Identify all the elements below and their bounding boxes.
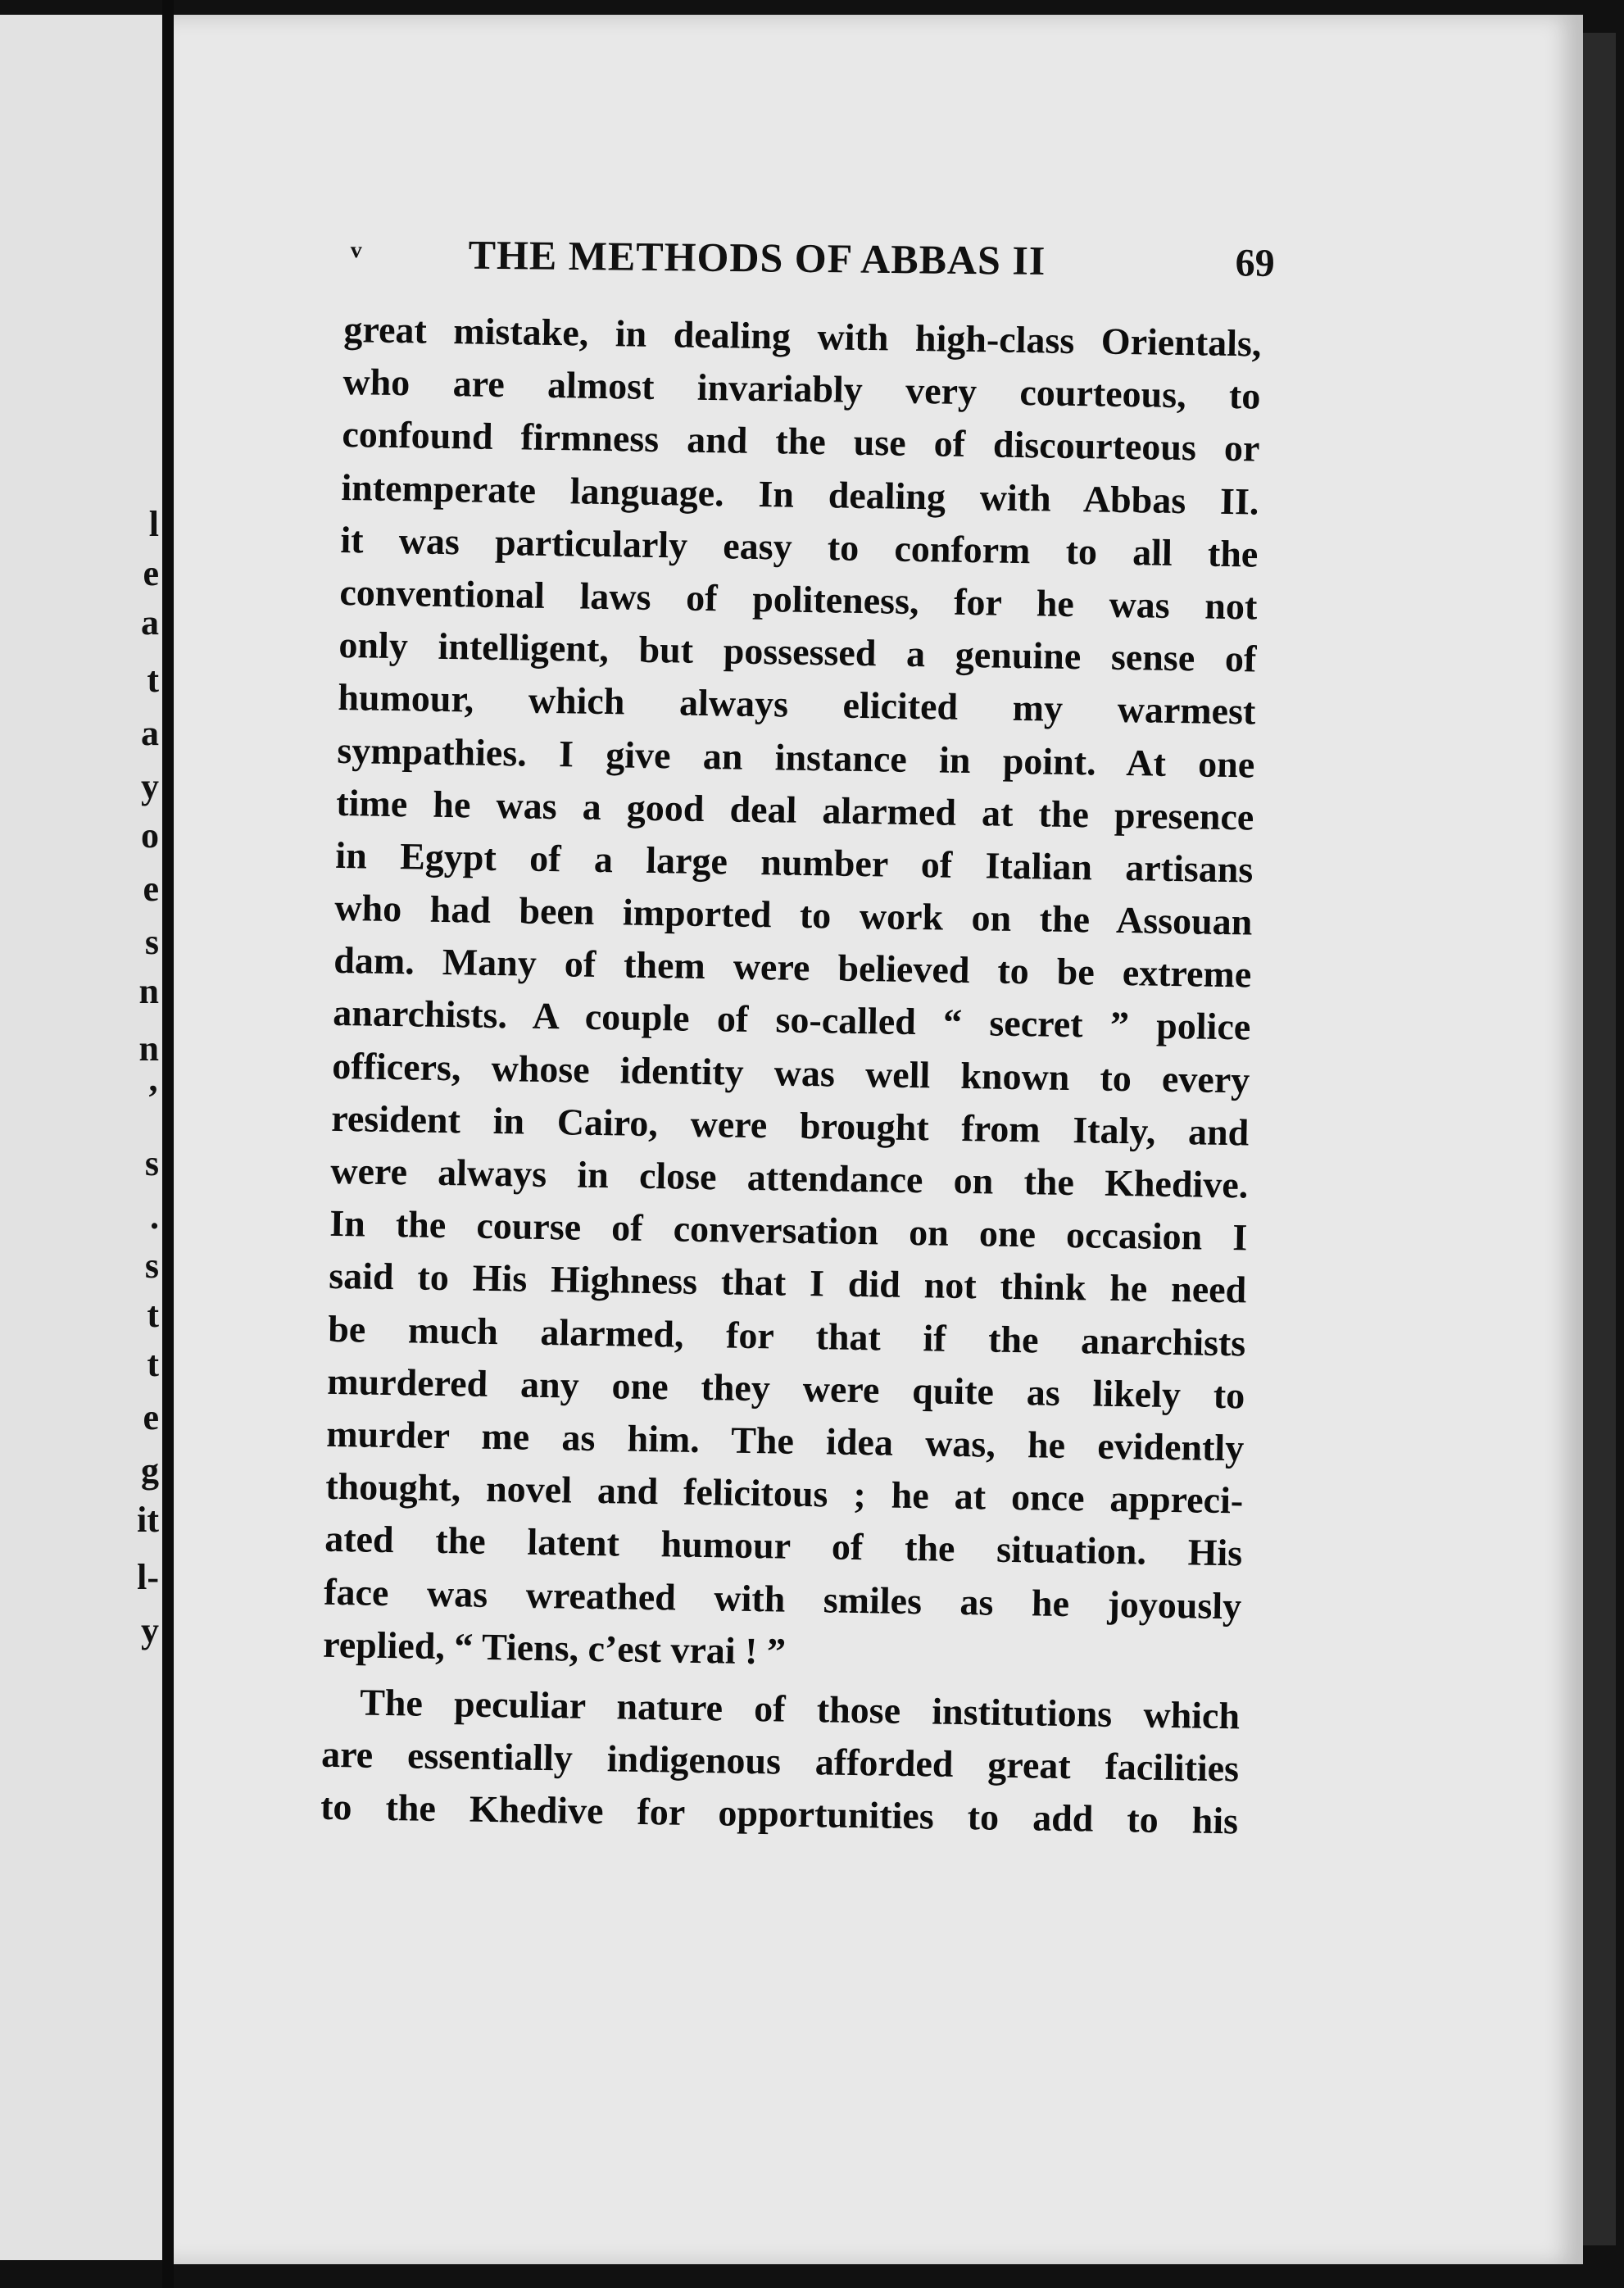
- text-line: anarchists. A couple of so-called “ secret ” police: [332, 992, 1251, 1048]
- previous-page-line-end: t: [147, 1344, 159, 1384]
- text-line: conventional laws of politeness, for he was not: [339, 570, 1258, 628]
- text-line: sympathies. I give an instance in point. At one: [337, 729, 1255, 786]
- paragraph: [323, 303, 1278, 1686]
- previous-page-line-end: n: [138, 1028, 159, 1069]
- text-line: murdered any one they were quite as likely to: [326, 1360, 1245, 1417]
- text-line: face was wreathed with smiles as he joyously: [323, 1570, 1242, 1627]
- text-line: ated the latent humour of the situation. His: [324, 1518, 1243, 1574]
- text-line: officers, whose identity was well known to every: [331, 1044, 1250, 1101]
- previous-page-line-end: n: [138, 971, 159, 1011]
- previous-page-line-end: e: [143, 869, 159, 909]
- previous-page-line-end: y: [141, 1610, 159, 1650]
- text-line: murder me as him. The idea was, he evidently: [325, 1412, 1245, 1469]
- book-gutter: [162, 0, 174, 2288]
- previous-page-line-end: .: [150, 1196, 159, 1237]
- text-line: who are almost invariably very courteous, to: [342, 361, 1261, 417]
- text-line: replied, “ Tiens, c’est vrai ! ”: [322, 1623, 787, 1673]
- text-line: resident in Cairo, were brought from Italy, and: [330, 1096, 1250, 1154]
- previous-page-line-end: s: [144, 922, 159, 962]
- text-line: intemperate language. In dealing with Abbas II.: [341, 465, 1259, 523]
- body-text: [320, 303, 1278, 1848]
- text-line: be much alarmed, for that if the anarchists: [327, 1307, 1246, 1364]
- previous-page-line-end: t: [147, 660, 159, 700]
- text-line: are essentially indigenous afforded great facilities: [320, 1732, 1240, 1790]
- previous-page-line-end: it: [137, 1500, 159, 1540]
- text-line: only intelligent, but possessed a genuine sense of: [338, 624, 1257, 680]
- text-line: to the Khedive for opportunities to add to his: [320, 1786, 1239, 1842]
- previous-page-line-end: s: [144, 1246, 159, 1286]
- running-header: [343, 229, 1286, 305]
- previous-page-text-edge: [0, 15, 162, 2260]
- previous-page-line-end: a: [141, 713, 159, 753]
- previous-page-line-end: e: [143, 553, 159, 593]
- previous-page-line-end: a: [141, 602, 159, 642]
- previous-page-line-end: g: [141, 1450, 159, 1491]
- text-line: were always in close attendance on the Khedive.: [329, 1149, 1249, 1206]
- text-line: humour, which always elicited my warmest: [338, 676, 1256, 733]
- previous-page-line-end: t: [147, 1295, 159, 1335]
- text-line: In the course of conversation on one occasion I: [329, 1202, 1248, 1259]
- text-line: dam. Many of them were believed to be extreme: [333, 939, 1252, 996]
- page-number: 69: [1235, 241, 1275, 285]
- text-line: in Egypt of a large number of Italian artisans: [335, 833, 1254, 891]
- previous-page-line-end: l-: [137, 1557, 159, 1597]
- previous-page-line-end: y: [141, 766, 159, 806]
- previous-page-line-end: s: [144, 1143, 159, 1183]
- text-line: who had been imported to work on the Assouan: [334, 886, 1253, 943]
- page-edge-shadow: [1583, 33, 1616, 2245]
- text-line: The peculiar nature of those institutions which: [359, 1681, 1241, 1737]
- previous-page-line-end: ’: [147, 1078, 159, 1118]
- running-title: THE METHODS OF ABBAS II: [468, 231, 1046, 284]
- previous-page-line-end: o: [141, 815, 159, 856]
- previous-page-line-end: l: [148, 504, 159, 544]
- text-line: said to His Highness that I did not think he need: [328, 1255, 1247, 1311]
- text-line: thought, novel and felicitous ; he at once appreci-: [324, 1464, 1244, 1522]
- previous-page-fragment: [0, 15, 162, 2260]
- text-line: great mistake, in dealing with high-class Orientals,: [343, 307, 1262, 365]
- text-line: it was particularly easy to conform to all the: [340, 518, 1259, 575]
- previous-page-line-end: e: [143, 1397, 159, 1437]
- paragraph: [320, 1676, 1257, 1848]
- text-line: time he was a good deal alarmed at the presence: [336, 781, 1254, 838]
- text-line: confound firmness and the use of discourteous or: [342, 413, 1260, 470]
- signature-mark: v: [350, 238, 362, 264]
